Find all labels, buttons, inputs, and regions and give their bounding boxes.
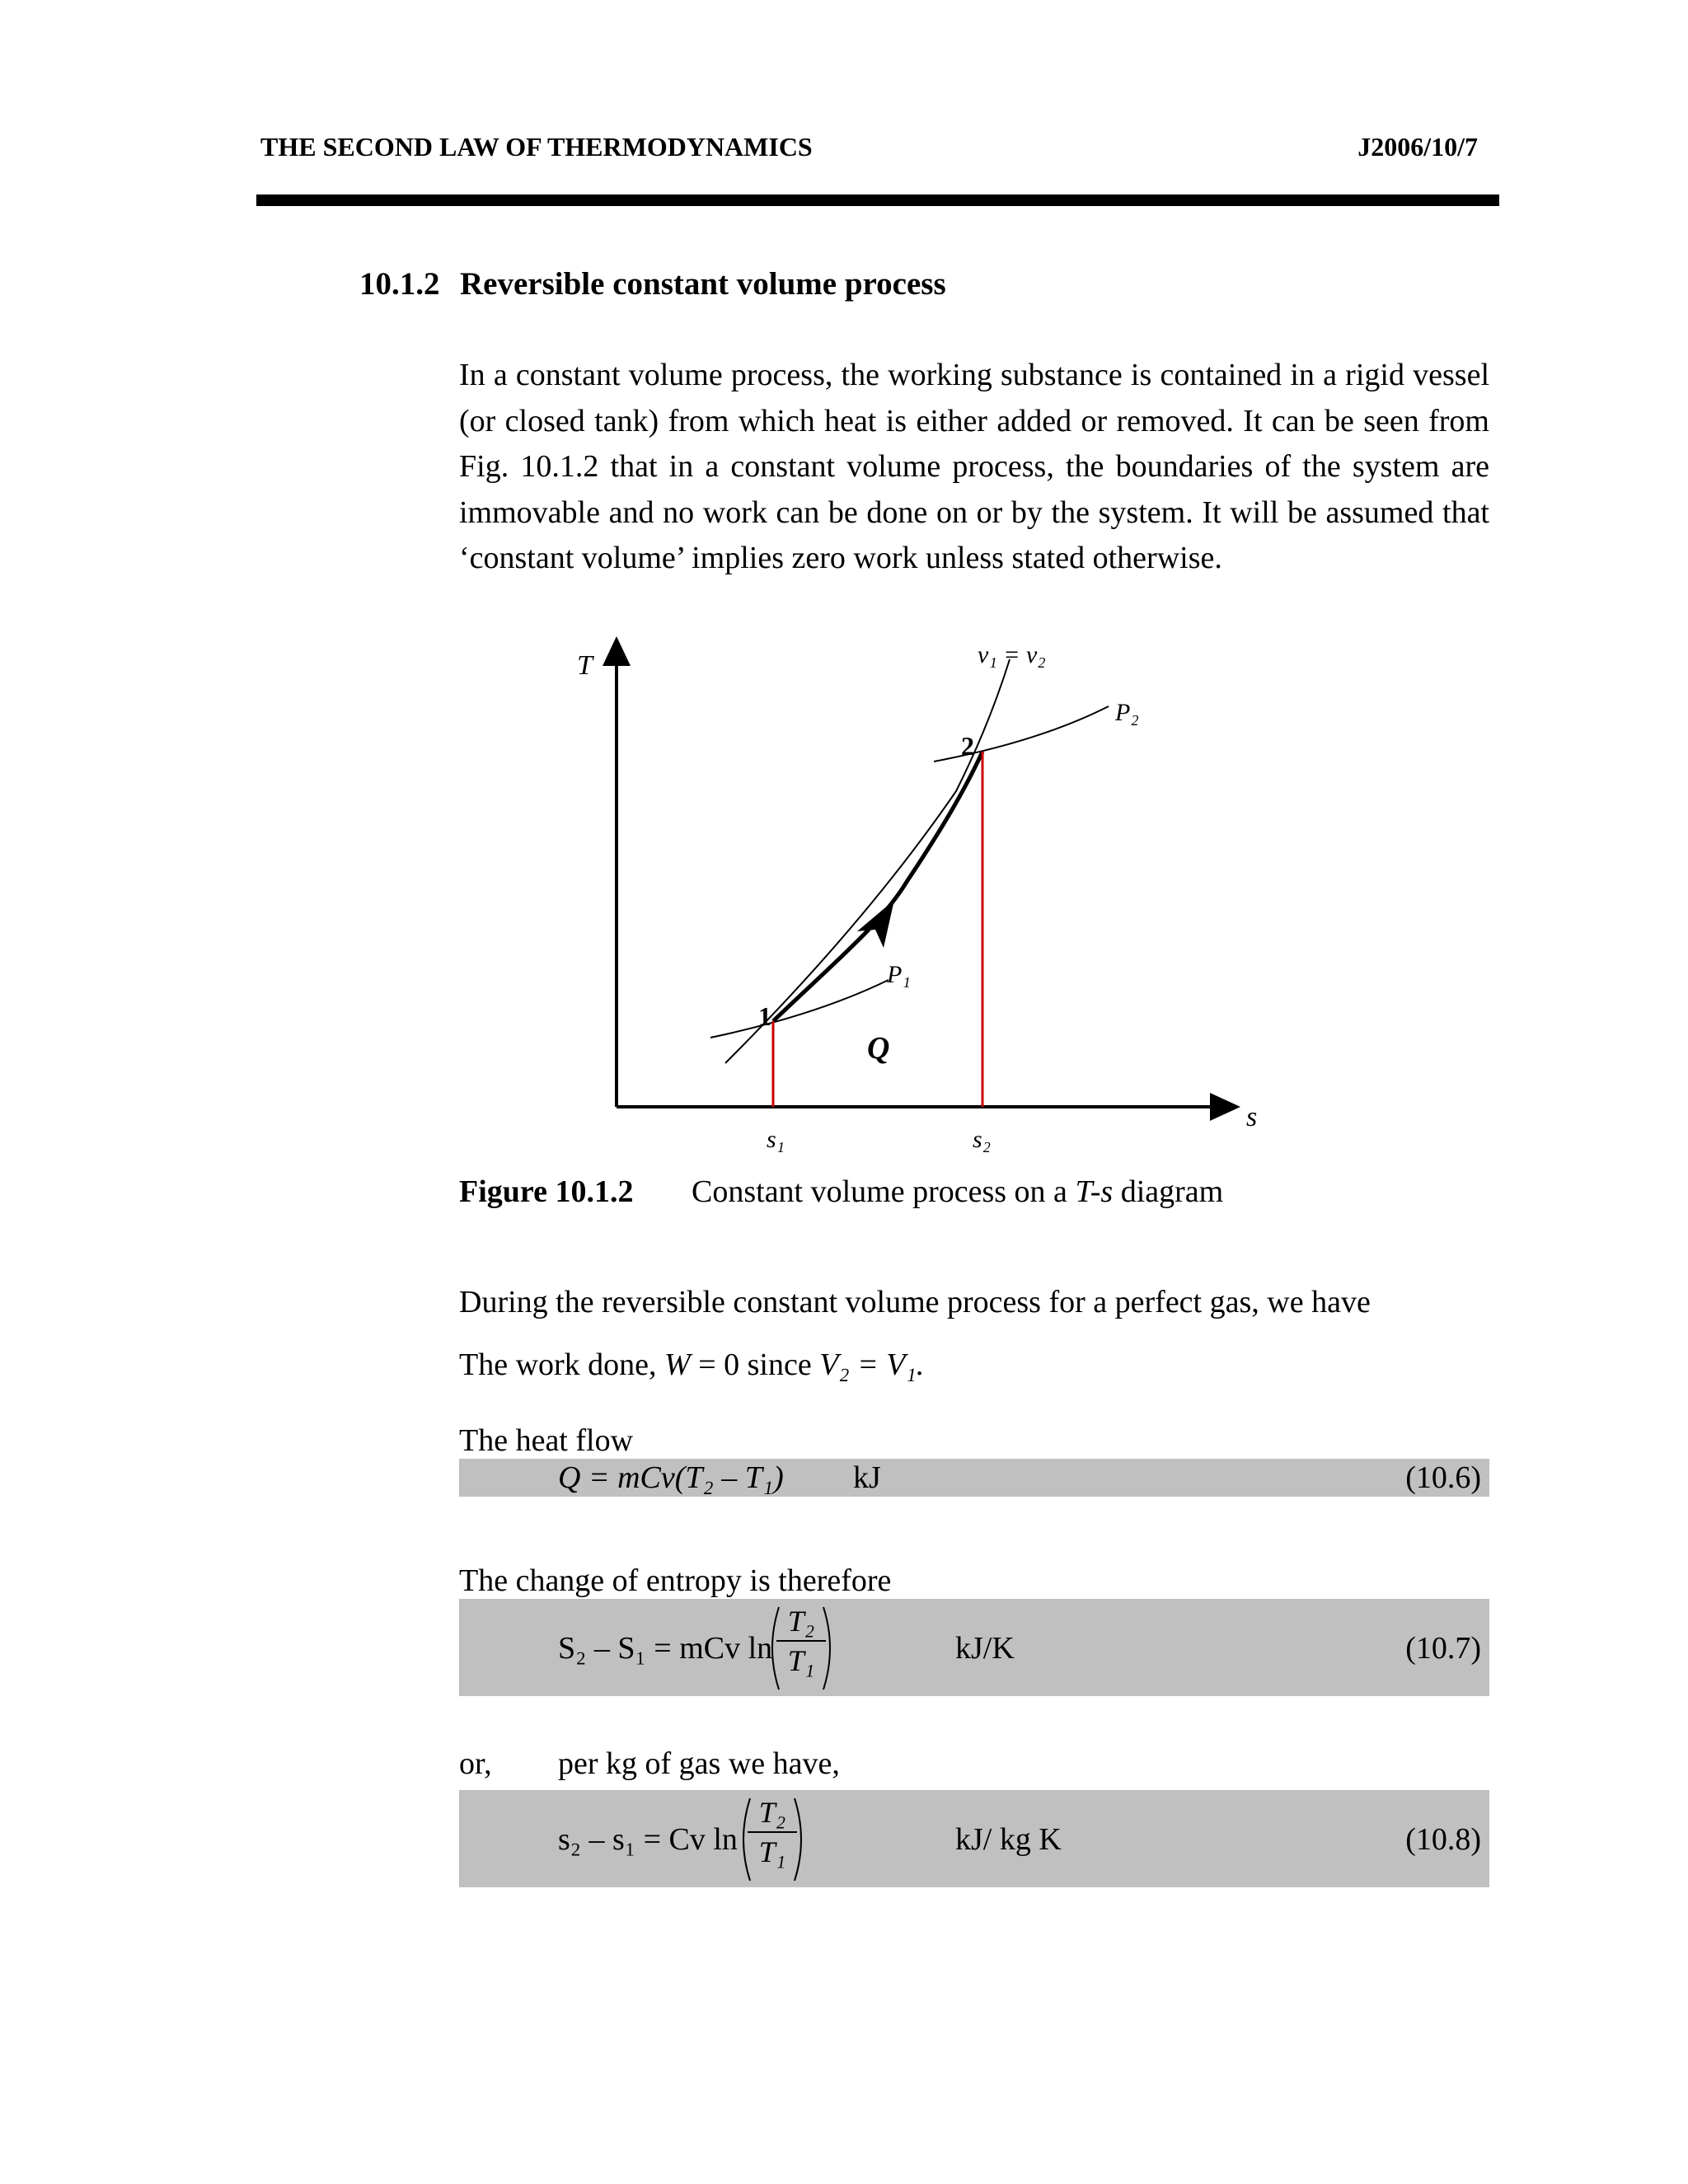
s-axis-label: s <box>1246 1102 1258 1132</box>
paragraph-per-kg: per kg of gas we have, <box>558 1746 840 1781</box>
state-1-label: 1 <box>758 1001 771 1031</box>
t-axis-arrowhead <box>603 636 631 666</box>
process-direction-arrow <box>857 900 894 948</box>
equation-10-8-numerator: T₂ <box>758 1796 786 1829</box>
p1-isobar <box>710 980 889 1038</box>
p2-label: P₂ <box>1115 699 1139 726</box>
caption-text-post: diagram <box>1113 1174 1224 1209</box>
work-text-mid: = 0 since <box>690 1347 820 1382</box>
equation-10-7-box <box>459 1599 1489 1696</box>
heat-label: Q <box>867 1031 890 1066</box>
p2-isobar <box>934 706 1109 762</box>
intro-paragraph: In a constant volume process, the working substance is contained in a rigid vessel (or closed tank) from which heat is either added or removed. It can be seen from Fig. 10.1.2 that in a constant volume process, the boundaries of the system are immovable and no work can be done on or by the system. It will be assumed that ‘constant volume’ implies zero work unless stated otherwise. <box>459 358 1489 575</box>
equation-10-6-box <box>459 1459 1489 1497</box>
equation-10-7-lhs: S₂ – S₁ = mCv ln <box>558 1631 773 1666</box>
s1-label: s₁ <box>767 1126 785 1153</box>
t-axis-label: T <box>577 650 593 681</box>
equation-10-7-numerator: T₂ <box>787 1605 815 1638</box>
equation-10-6-unit: kJ <box>853 1460 881 1495</box>
s-axis-arrowhead <box>1210 1093 1240 1121</box>
section-number: 10.1.2 <box>359 266 440 302</box>
section-title: Reversible constant volume process <box>460 266 946 302</box>
work-text-pre: The work done, <box>459 1347 665 1382</box>
caption-text-italic: T-s <box>1075 1174 1114 1209</box>
running-header-title: THE SECOND LAW OF THERMODYNAMICS <box>260 132 813 162</box>
paragraph-or: or, <box>459 1746 492 1781</box>
paragraph-during: During the reversible constant volume process for a perfect gas, we have <box>459 1285 1371 1319</box>
work-volume-relation: V₂ = V₁. <box>819 1347 925 1382</box>
equation-10-8-lhs: s₂ – s₁ = Cv ln <box>558 1822 738 1857</box>
volume-label: v₁ = v₂ <box>978 641 1046 668</box>
equation-10-8-number: (10.8) <box>1405 1822 1481 1857</box>
equation-10-6-lhs: Q = mCv(T₂ – T₁) <box>558 1460 784 1495</box>
p1-label: P₁ <box>887 961 911 988</box>
equation-10-7-unit: kJ/K <box>955 1631 1015 1666</box>
paragraph-work-done <box>459 1347 924 1383</box>
figure-label: Figure 10.1.2 <box>459 1174 634 1209</box>
running-header-page: J2006/10/7 <box>1357 132 1478 162</box>
equation-10-7-number: (10.7) <box>1405 1631 1481 1666</box>
figure-caption <box>459 1174 1223 1210</box>
equation-10-7-fraction <box>776 1604 826 1678</box>
caption-text-pre: Constant volume process on a <box>692 1174 1076 1209</box>
equation-10-8-unit: kJ/ kg K <box>955 1822 1062 1857</box>
equation-10-8-denominator: T₁ <box>758 1835 786 1868</box>
paragraph-entropy-change: The change of entropy is therefore <box>459 1563 892 1598</box>
state-2-label: 2 <box>961 731 974 761</box>
equation-10-8-fraction <box>748 1795 797 1869</box>
equation-10-7-denominator: T₁ <box>787 1644 815 1677</box>
equation-10-6-number: (10.6) <box>1405 1460 1481 1495</box>
paragraph-heat-flow: The heat flow <box>459 1423 634 1458</box>
s2-label: s₂ <box>973 1126 992 1153</box>
work-symbol: W <box>664 1347 691 1382</box>
equation-10-8-box <box>459 1790 1489 1887</box>
